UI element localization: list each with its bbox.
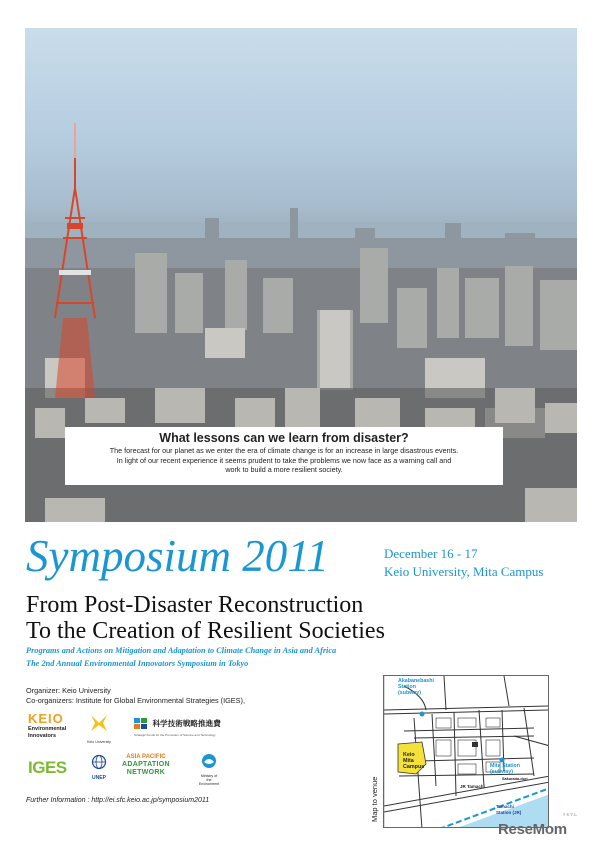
main-title-line-1: From Post-Disaster Reconstruction [26,592,364,618]
coorganizers-text: Co-organizers: Institute for Global Environmental Strategies (IGES), [26,696,245,705]
station-akabanebashi-label [398,678,434,696]
station2-line-2: (subway) [490,769,513,775]
road-label: Sakurada-dori [502,777,528,781]
campus-label [403,752,424,770]
station2-line-1: Mita Station [490,763,521,769]
keio-ei-wordmark: KEIO [28,711,64,726]
caption-line-1: The forecast for our planet as we enter the era of climate change is for an increase in large disastrous events. [109,446,459,455]
apan-logo [122,754,170,777]
strategic-funds-en: Strategic Funds for the Promotion of Science and Technology [134,733,216,737]
campus-line-2: Mita [403,758,414,764]
station-tamachi-label [496,804,521,816]
subtitle-line-1: Programs and Actions on Mitigation and Adaptation to Climate Change in Asia and Africa [26,646,337,655]
jr-line-label: JR Tamachi [460,784,485,789]
keio-ei-line-2: Innovators [28,733,57,739]
watermark-small: リセマム [562,812,577,817]
symposium-date: December 16 - 17 [384,546,478,561]
further-information-link[interactable]: Further Information : http://ei.sfc.keio.ac.jp/symposium2011 [26,797,210,804]
venue-map[interactable] [383,675,549,828]
main-title-line-2: To the Creation of Resilient Societies [26,618,385,644]
station3-line-2: Station (JR) [496,810,522,815]
station3-line-1: Tamachi [496,804,514,809]
strategic-funds-logo [134,715,221,737]
keio-university-label: Keio University [87,740,111,744]
unep-globe-icon [89,754,109,770]
main-title [26,592,385,644]
caption-title: What lessons can we learn from disaster? [159,431,409,445]
symposium-place: Keio University, Mita Campus [384,564,544,579]
campus-line-3: Campus [403,764,425,770]
unep-logo [88,754,110,781]
ministry-emblem-icon [201,753,217,769]
ministry-label-line-1: Ministry of [200,774,218,778]
watermark-text: ReseMom [498,821,567,838]
station1-line-1: Akabanebashi [398,678,434,684]
apan-line-3: NETWORK [126,769,166,776]
ministry-of-environment-logo [196,753,222,786]
apan-line-2: ADAPTATION [122,761,170,768]
station-mita-label [490,763,520,775]
keio-environmental-innovators-logo [28,712,76,740]
campus-line-1: Keio [403,752,415,758]
map-side-label: Map to venue [370,776,379,822]
symposium-title: Symposium 2011 [26,531,329,581]
caption-line-2: In light of our recent experience it seems prudent to take the problems we now face as a warning call and [116,455,452,465]
unep-label: UNEP [92,775,106,781]
ministry-label-line-2: the Environment [198,778,220,786]
apan-line-1: ASIA PACIFIC [126,754,166,760]
map-side-label-wrap [370,776,380,852]
station1-line-2: Station [398,684,416,690]
station1-line-3: (subway) [398,690,421,696]
keio-university-logo [84,713,114,744]
keio-pen-emblem-icon [89,713,109,733]
caption-box [65,427,503,485]
subtitle-line-2: The 2nd Annual Environmental Innovators Symposium in Tokyo [26,659,249,668]
caption-line-3: work to build a more resilient society. [225,465,343,475]
organizer-text: Organizer: Keio University [26,686,111,695]
strategic-funds-emblem-icon [134,718,148,730]
keio-ei-line-1: Environmental [28,726,67,732]
strategic-funds-jp: 科学技術戦略推進費 [152,719,221,729]
iges-logo: IGES [28,758,67,777]
